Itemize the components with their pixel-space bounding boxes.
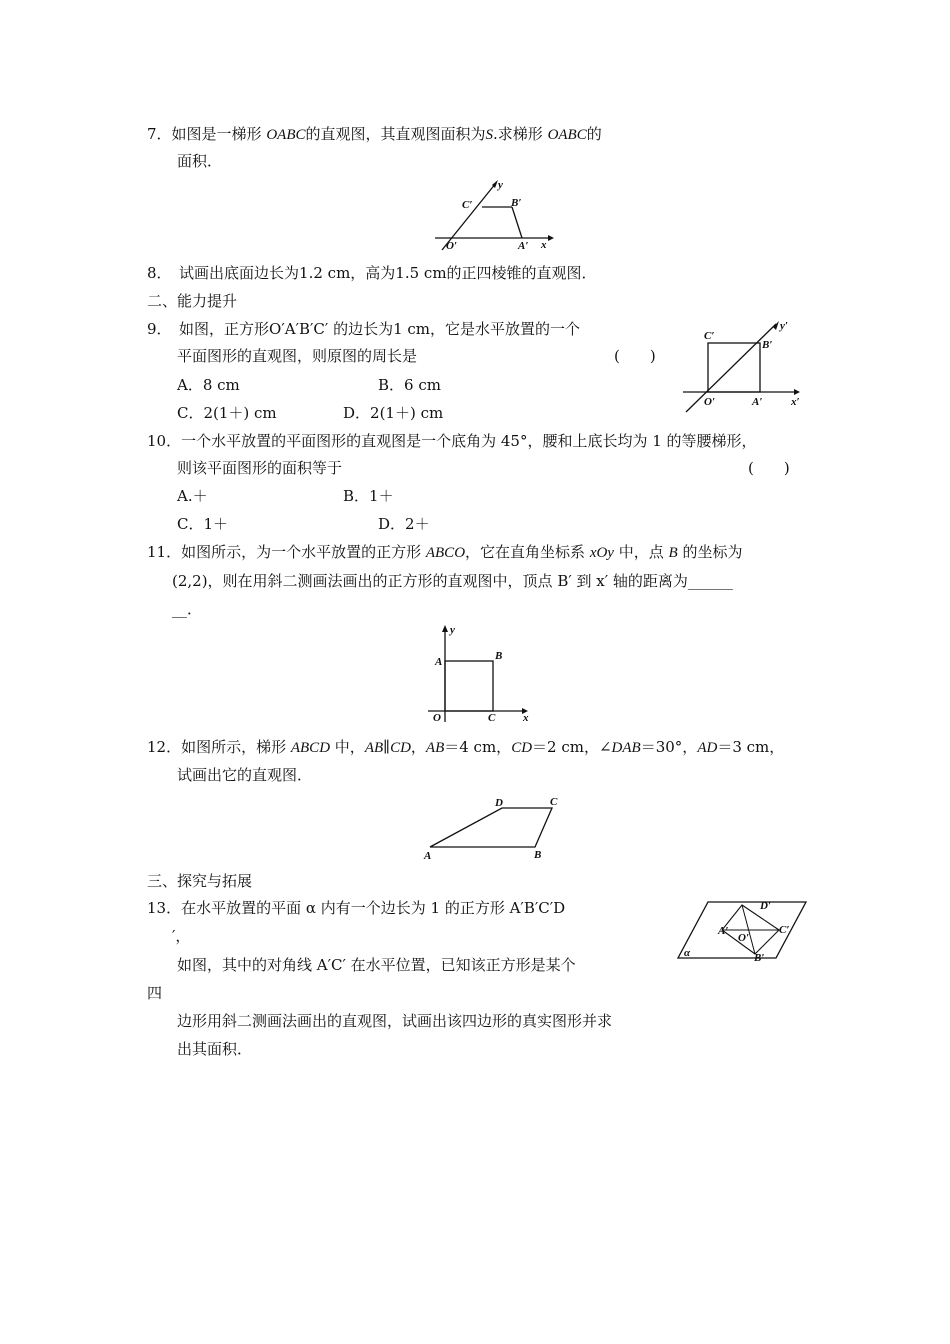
q9-square-figure [678, 316, 808, 416]
point-a-label: A [435, 656, 443, 668]
point-c-label: C [488, 712, 496, 724]
point-b-label: B′ [754, 952, 765, 964]
q10-answer-paren: ( ) [748, 459, 790, 477]
section-2-heading: 二、能力提升 [147, 292, 238, 310]
point-a-label: A′ [752, 396, 763, 408]
q9-option-a: A．8 cm [177, 376, 240, 394]
q9-line-2: 平面图形的直观图，则原图的周长是 [177, 347, 418, 365]
point-d-label: D′ [760, 900, 772, 912]
q12-trapezoid-figure [420, 792, 570, 862]
point-o-label: O′ [738, 932, 750, 944]
q11-square-figure [418, 620, 538, 725]
point-b-label: B [495, 650, 503, 662]
q10-option-a: A.＋ [177, 487, 208, 505]
q13-line-6: 出其面积． [177, 1040, 253, 1058]
point-c-label: C′ [704, 330, 715, 342]
point-d-label: D [495, 797, 503, 809]
plane-alpha-label: α [684, 947, 691, 959]
x-axis-label: x [541, 239, 547, 251]
q10-option-d: D．2＋ [378, 515, 430, 533]
q13-line-1: 13．在水平放置的平面 α 内有一个边长为 1 的正方形 A′B′C′D [147, 899, 566, 917]
q10-line-1: 10．一个水平放置的平面图形的直观图是一个底角为 45°，腰和上底长均为 1 的等腰梯形， [147, 432, 757, 450]
section-3-heading: 三、探究与拓展 [147, 872, 253, 890]
q9-answer-paren: ( ) [614, 347, 656, 365]
x-axis-label: x [523, 712, 529, 724]
q12-line-1: 12．如图所示，梯形 ABCD 中，AB∥CD，AB＝4 cm，CD＝2 cm，∠DAB＝30°，AD＝3 cm， [147, 738, 785, 756]
point-a-label: A′ [718, 925, 729, 937]
point-b-label: B′ [511, 197, 522, 209]
q9-option-c: C．2(1＋) cm [177, 404, 277, 422]
q9-option-b: B．6 cm [378, 376, 441, 394]
q9-option-d: D．2(1＋) cm [343, 404, 444, 422]
q7-line-2: 面积． [177, 152, 223, 170]
q11-line-2: (2,2)，则在用斜二测画法画出的正方形的直观图中，顶点 B′ 到 x′ 轴的距离为______ [172, 572, 733, 590]
y-axis-label: y [450, 624, 455, 636]
point-o-label: O′ [704, 396, 716, 408]
q13-line-2: ′， [172, 927, 191, 945]
point-o-label: O [433, 712, 441, 724]
q7-trapezoid-figure [430, 175, 560, 255]
point-a-label: A′ [518, 240, 529, 252]
point-c-label: C′ [462, 199, 473, 211]
q13-line-4: 四 [147, 984, 163, 1002]
point-b-label: B′ [762, 339, 773, 351]
y-axis-label: y′ [780, 320, 788, 332]
point-o-label: O′ [446, 240, 458, 252]
q8-text: 8． 试画出底面边长为1.2 cm，高为1.5 cm的正四棱锥的直观图． [147, 264, 597, 282]
q10-option-c: C．1＋ [177, 515, 229, 533]
point-a-label: A [424, 850, 432, 862]
x-axis-label: x′ [791, 396, 800, 408]
y-axis-label: y [498, 179, 503, 191]
point-c-label: C′ [779, 924, 790, 936]
q10-line-2: 则该平面图形的面积等于 [177, 459, 343, 477]
q13-line-3: 如图，其中的对角线 A′C′ 在水平位置，已知该正方形是某个 [177, 956, 576, 974]
q7-line-1: 7．如图是一梯形 OABC的直观图，其直观图面积为S.求梯形 OABC的 [147, 125, 602, 143]
q9-line-1: 9． 如图，正方形O′A′B′C′ 的边长为1 cm，它是水平放置的一个 [147, 320, 581, 338]
q11-line-3: __． [172, 600, 203, 618]
q13-line-5: 边形用斜二测画法画出的直观图，试画出该四边形的真实图形并求 [177, 1012, 613, 1030]
q12-line-2: 试画出它的直观图． [177, 766, 313, 784]
q13-plane-figure [676, 896, 816, 966]
point-b-label: B [534, 849, 542, 861]
point-c-label: C [550, 796, 558, 808]
q10-option-b: B．1＋ [343, 487, 394, 505]
q11-line-1: 11．如图所示，为一个水平放置的正方形 ABCO，它在直角坐标系 xOy 中，点 B 的坐标为 [147, 543, 743, 561]
